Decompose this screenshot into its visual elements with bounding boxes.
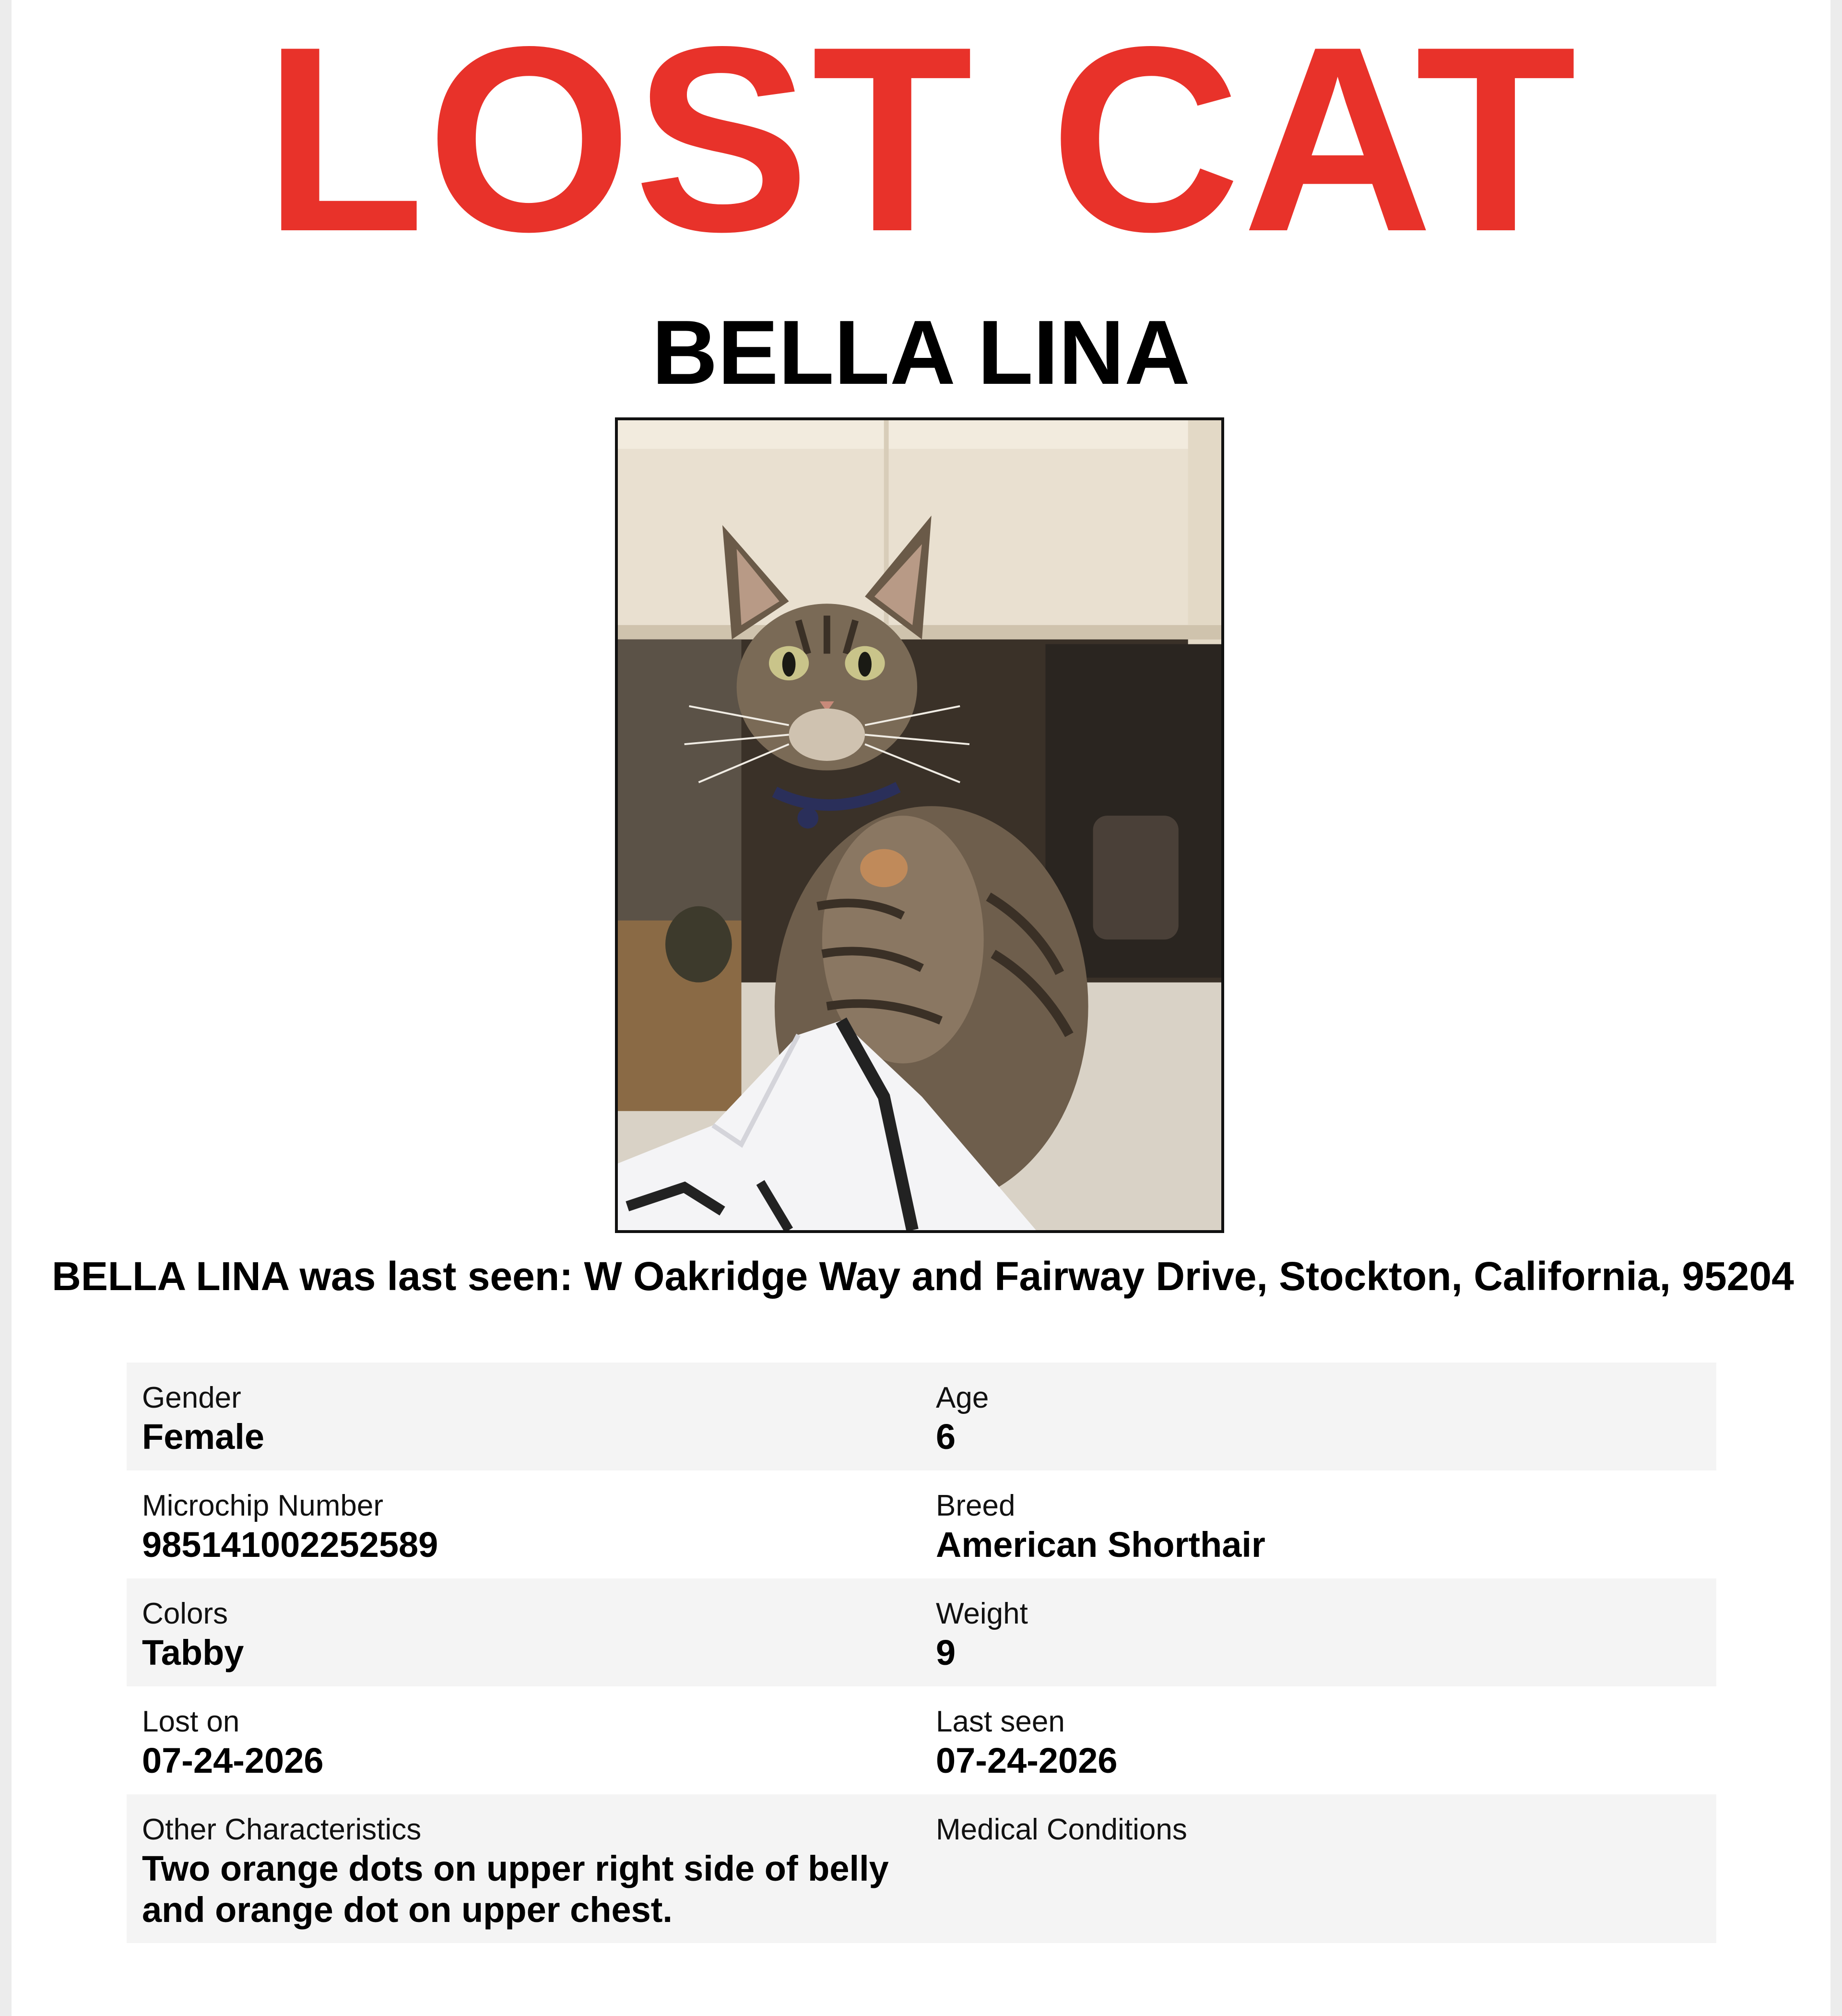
details-row xyxy=(127,1578,1716,1686)
microchip-label: Microchip Number xyxy=(142,1489,384,1522)
pet-details-table xyxy=(127,1363,1716,1943)
microchip-value: 985141002252589 xyxy=(142,1525,438,1565)
lost-on-value: 07-24-2026 xyxy=(142,1741,324,1780)
weight-value: 9 xyxy=(936,1633,956,1672)
last-seen-cell xyxy=(921,1686,1716,1794)
gender-value: Female xyxy=(142,1417,265,1457)
colors-label: Colors xyxy=(142,1597,228,1630)
last-seen-location: BELLA LINA was last seen: W Oakridge Way and Fairway Drive, Stockton, California, 95204 xyxy=(52,1254,1794,1299)
weight-cell xyxy=(921,1578,1716,1686)
lost-on-cell xyxy=(127,1686,921,1794)
colors-value: Tabby xyxy=(142,1633,244,1672)
flyer-headline: LOST CAT xyxy=(263,0,1579,286)
age-label: Age xyxy=(936,1381,989,1414)
medical-conditions-cell xyxy=(921,1794,1716,1943)
last-seen-label: Last seen xyxy=(936,1705,1065,1738)
pet-name: BELLA LINA xyxy=(651,302,1191,403)
gender-cell xyxy=(127,1363,921,1470)
breed-cell xyxy=(921,1470,1716,1578)
other-characteristics-cell xyxy=(127,1794,921,1943)
lost-on-label: Lost on xyxy=(142,1705,240,1738)
last-seen-value: 07-24-2026 xyxy=(936,1741,1118,1780)
age-value: 6 xyxy=(936,1417,956,1457)
colors-cell xyxy=(127,1578,921,1686)
details-row xyxy=(127,1686,1716,1794)
age-cell xyxy=(921,1363,1716,1470)
lost-pet-flyer xyxy=(12,0,1830,2016)
other-characteristics-label: Other Characteristics xyxy=(142,1813,422,1846)
breed-label: Breed xyxy=(936,1489,1015,1522)
cat-photo xyxy=(615,417,1224,1233)
details-row xyxy=(127,1363,1716,1470)
details-row xyxy=(127,1470,1716,1578)
gender-label: Gender xyxy=(142,1381,241,1414)
microchip-cell xyxy=(127,1470,921,1578)
details-row xyxy=(127,1794,1716,1943)
cat-photo-illustration xyxy=(618,420,1221,1230)
other-characteristics-value: Two orange dots on upper right side of belly and orange dot on upper chest. xyxy=(142,1849,889,1930)
medical-conditions-label: Medical Conditions xyxy=(936,1813,1187,1846)
breed-value: American Shorthair xyxy=(936,1525,1265,1565)
weight-label: Weight xyxy=(936,1597,1028,1630)
